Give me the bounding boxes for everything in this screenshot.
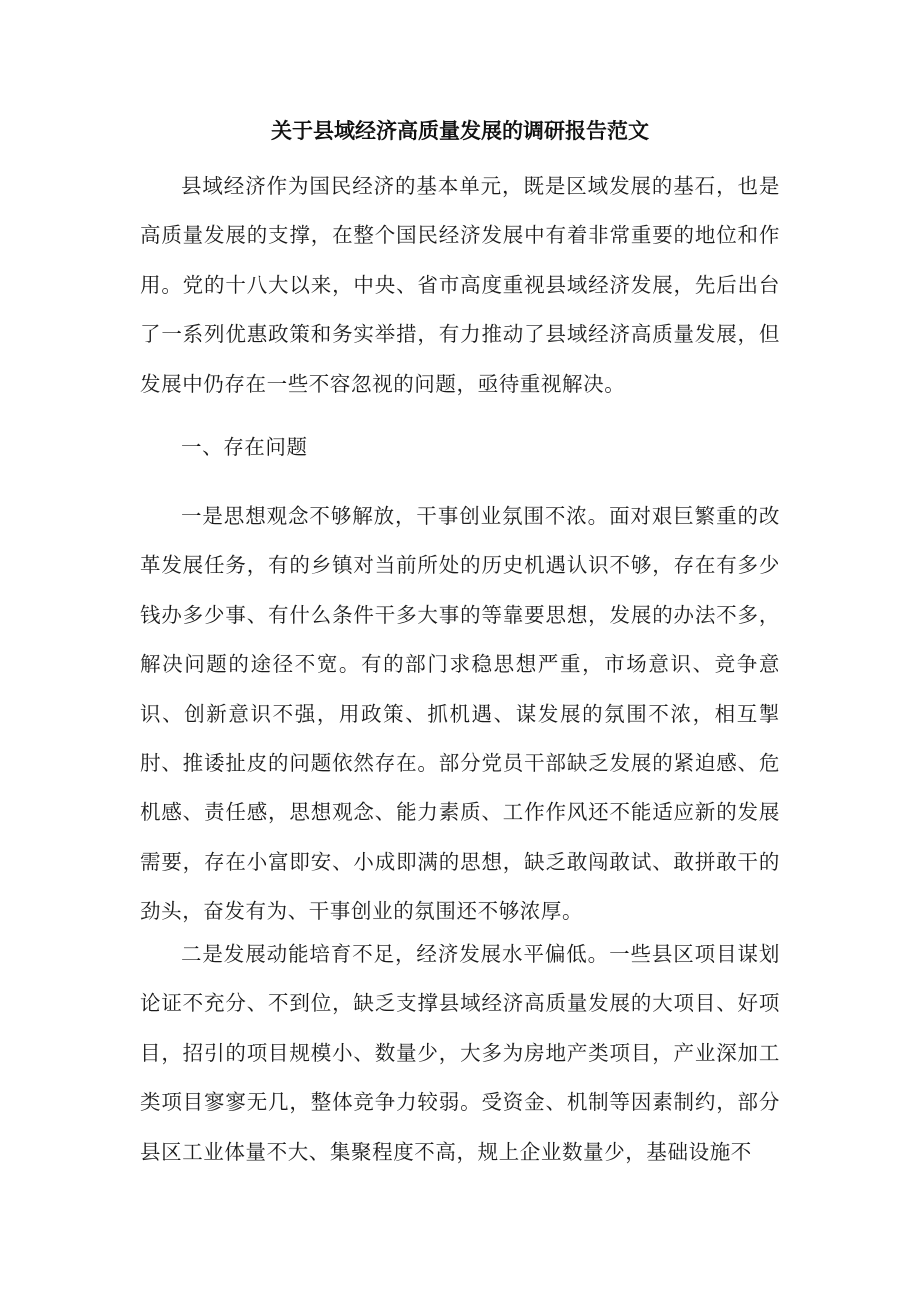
intro-paragraph: 县域经济作为国民经济的基本单元，既是区域发展的基石，也是高质量发展的支撑，在整个国民经济发展中有着非常重要的地位和作用。党的十八大以来，中央、省市高度重视县域经济发展，先后出台了一系列优惠政策和务实举措，有力推动了县域经济高质量发展，但发展中仍存在一些不容忽视的问题，亟待重视解决。 <box>140 174 780 396</box>
section-heading: 一、存在问题 <box>181 435 308 459</box>
paragraph-problem-two: 二是发展动能培育不足，经济发展水平偏低。一些县区项目谋划论证不充分、不到位，缺乏支撑县域经济高质量发展的大项目、好项目，招引的项目规模小、数量少，大多为房地产类项目，产业深加工类项目寥寥无几，整体竞争力较弱。受资金、机制等因素制约，部分县区工业体量不大、集聚程度不高，规上企业数量少，基础设施不 <box>140 942 780 1164</box>
document-title: 关于县域经济高质量发展的调研报告范文 <box>271 119 649 143</box>
paragraph-problem-one: 一是思想观念不够解放，干事创业氛围不浓。面对艰巨繁重的改革发展任务，有的乡镇对当前所处的历史机遇认识不够，存在有多少钱办多少事、有什么条件干多大事的等靠要思想，发展的办法不多，解决问题的途径不宽。有的部门求稳思想严重，市场意识、竞争意识、创新意识不强，用政策、抓机遇、谋发展的氛围不浓，相互掣肘、推诿扯皮的问题依然存在。部分党员干部缺乏发展的紧迫感、危机感、责任感，思想观念、能力素质、工作作风还不能适应新的发展需要，存在小富即安、小成即满的思想，缺乏敢闯敢试、敢拼敢干的劲头，奋发有为、干事创业的氛围还不够浓厚。 <box>140 504 780 924</box>
